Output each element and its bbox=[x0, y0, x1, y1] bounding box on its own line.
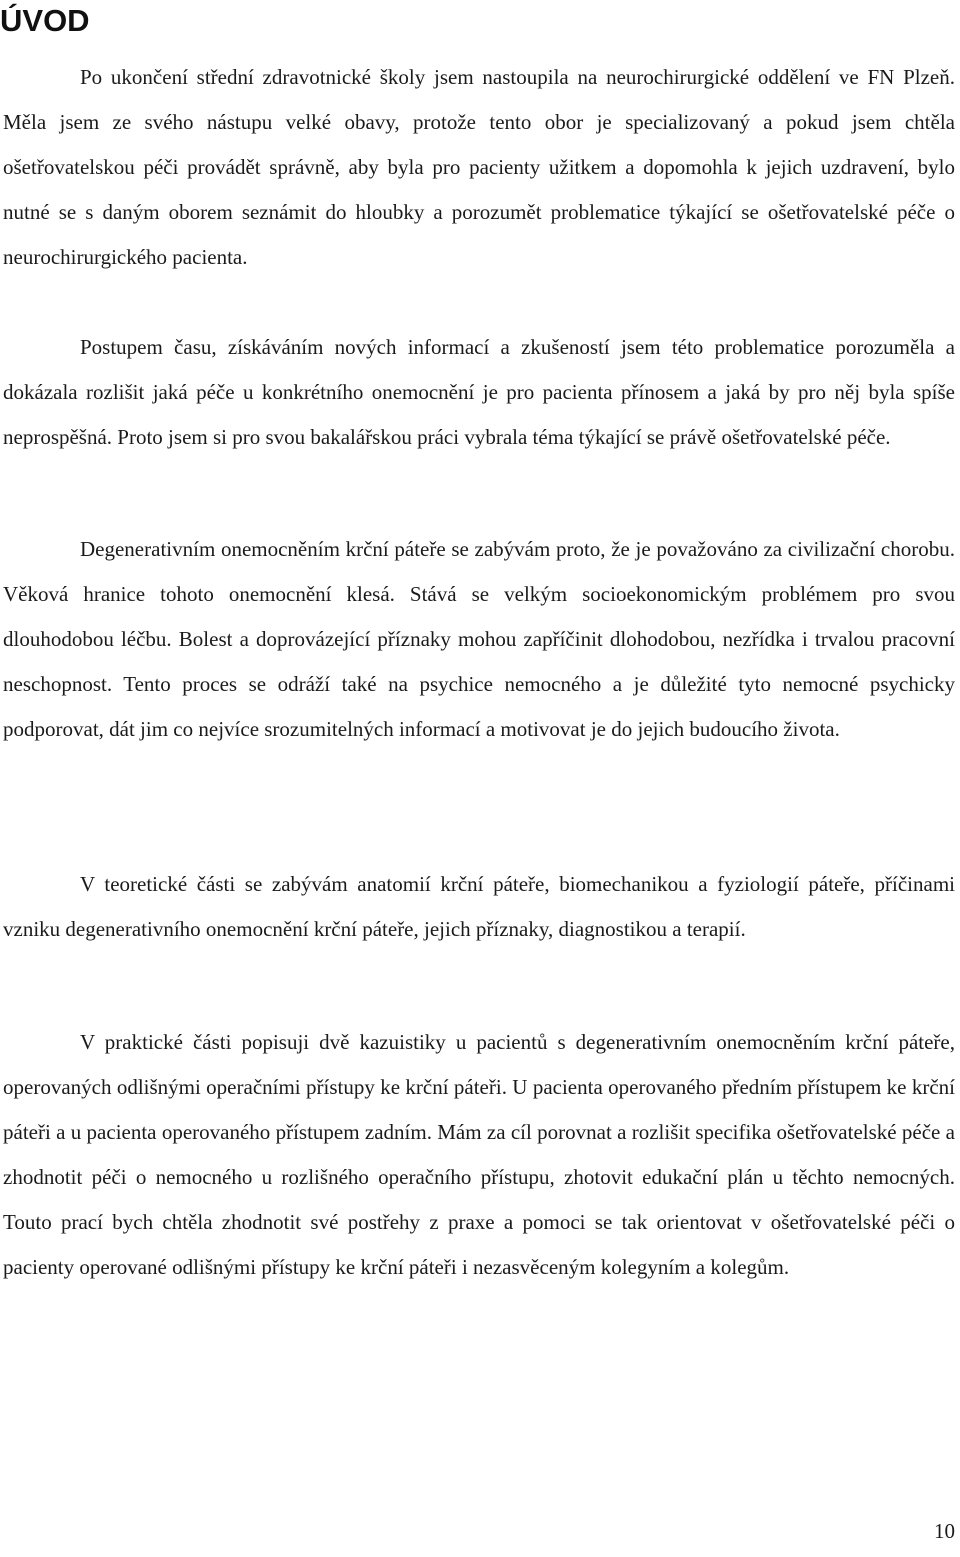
paragraph-experience: Postupem času, získáváním nových informací a zkušeností jsem této problematice porozuměla a dokázala rozlišit jaká péče u konkrétního onemocnění je pro pacienta přínosem a jaká by pro něj byla spíše neprospěšná. Proto jsem si pro svou bakalářskou práci vybrala téma týkající se právě ošetřovatelské péče. bbox=[3, 335, 955, 449]
paragraph-intro: Po ukončení střední zdravotnické školy jsem nastoupila na neurochirurgické oddělení ve FN Plzeň. Měla jsem ze svého nástupu velké obavy, protože tento obor je specializovaný a pokud jsem chtěla ošetřovatelskou péči provádět správně, aby byla pro pacienty užitkem a dopomohla k jejich uzdravení, bylo nutné se s daným oborem seznámit do hloubky a porozumět problematice týkající se ošetřovatelské péče o neurochirurgického pacienta. bbox=[3, 65, 955, 269]
paragraph-practical-part: V praktické části popisuji dvě kazuistiky u pacientů s degenerativním onemocněním krční páteře, operovaných odlišnými operačními přístupy ke krční páteři. U pacienta operovaného předním přístupem ke krční páteři a u pacienta operovaného přístupem zadním. Mám za cíl porovnat a rozlišit specifika ošetřovatelské péče a zhodnotit péči o nemocného u rozlišného operačního přístupu, zhotovit edukační plán u těchto nemocných. Touto prací bych chtěla zhodnotit své postřehy z praxe a pomoci se tak orientovat v ošetřovatelské péči o pacienty operované odlišnými přístupy ke krční páteři i nezasvěceným kolegyním a kolegům. bbox=[3, 1030, 955, 1279]
section-heading: ÚVOD bbox=[0, 3, 90, 38]
paragraph-theory-part: V teoretické části se zabývám anatomií krční páteře, biomechanikou a fyziologií páteře, příčinami vzniku degenerativního onemocnění krční páteře, jejich příznaky, diagnostikou a terapií. bbox=[3, 872, 955, 941]
paragraph-motivation: Degenerativním onemocněním krční páteře se zabývám proto, že je považováno za civilizační chorobu. Věková hranice tohoto onemocnění klesá. Stává se velkým socioekonomickým problémem pro svou dlouhodobou léčbu. Bolest a doprovázející příznaky mohou zapříčinit dlohodobou, nezřídka i trvalou pracovní neschopnost. Tento proces se odráží také na psychice nemocného a je důležité tyto nemocné psychicky podporovat, dát jim co nejvíce srozumitelných informací a motivovat je do jejich budoucího života. bbox=[3, 537, 955, 741]
page-number: 10 bbox=[934, 1519, 955, 1543]
